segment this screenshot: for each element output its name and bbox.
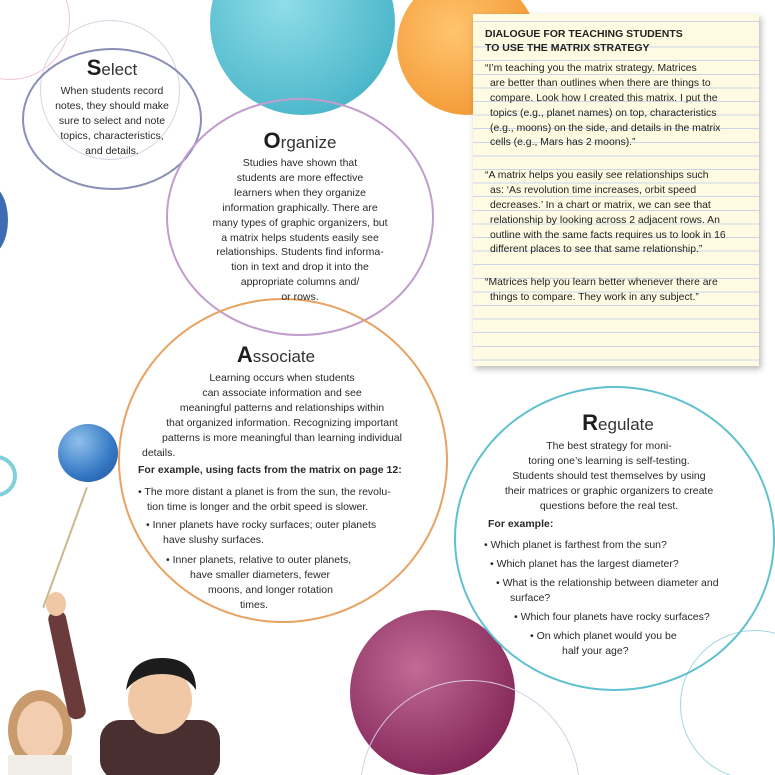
dialogue-line: compare. Look how I created this matrix. I put the: [490, 92, 718, 104]
organize-line: learners when they organize: [234, 186, 366, 199]
dialogue-line: outline with the same facts requires us to look in 16: [490, 229, 726, 241]
regulate-bullet-line: half your age?: [562, 644, 629, 657]
associate-body: [132, 371, 432, 460]
regulate-bullet-line: • What is the relationship between diameter and: [496, 577, 719, 589]
associate-line: can associate information and see: [202, 386, 362, 399]
regulate-heading: [548, 410, 688, 436]
associate-line: details.: [142, 446, 176, 459]
organize-line: information graphically. There are: [222, 201, 378, 214]
associate-bullet-line: moons, and longer rotation: [208, 583, 333, 596]
select-heading-rest: elect: [101, 60, 138, 79]
dialogue-line: cells (e.g., Mars has 2 moons).”: [490, 137, 636, 149]
regulate-line: questions before the real test.: [539, 499, 679, 512]
dialogue-notepad: [473, 14, 759, 366]
blue-planet-icon: [58, 424, 118, 482]
organize-line: tion in text and drop it into the: [231, 261, 369, 274]
associate-line: meaningful patterns and relationships within: [179, 401, 385, 414]
teal-partial-ring: [0, 455, 17, 497]
regulate-bullet: [530, 629, 730, 659]
regulate-line: Students should test themselves by using: [512, 469, 706, 482]
regulate-bullet: • Which four planets have rocky surfaces?: [514, 611, 710, 623]
associate-line: that organized information. Recognizing important: [166, 416, 398, 429]
dialogue-line: “Matrices help you learn better whenever there are: [485, 277, 718, 288]
associate-bullet: [146, 518, 426, 548]
regulate-bullet-line: • On which planet would you be: [530, 630, 677, 642]
select-heading: [52, 55, 172, 81]
dialogue-paragraph: [485, 169, 747, 258]
dialogue-title-line: TO USE THE MATRIX STRATEGY: [485, 41, 650, 54]
organize-line: or rows.: [281, 291, 319, 304]
dialogue-line: relationship by looking across 2 adjacent rows. An: [490, 214, 720, 226]
associate-heading-rest: ssociate: [252, 347, 316, 366]
associate-bullet-line: • Inner planets have rocky surfaces; outer planets: [146, 519, 377, 531]
organize-line: a matrix helps students easily see: [221, 231, 379, 244]
select-heading-cap: S: [86, 55, 102, 80]
associate-heading-cap: A: [236, 342, 253, 367]
organize-line: Studies have shown that: [242, 157, 358, 169]
associate-heading: [206, 342, 346, 368]
regulate-body: [478, 439, 740, 514]
organize-line: appropriate columns and/: [240, 276, 360, 289]
regulate-line: The best strategy for moni-: [546, 440, 672, 452]
dialogue-line: things to compare. They work in any subject.”: [490, 291, 699, 303]
dialogue-paragraph: [485, 62, 747, 151]
dialogue-paragraph: [485, 276, 747, 306]
dialogue-title-line: DIALOGUE FOR TEACHING STUDENTS: [485, 28, 683, 40]
associate-bullet-line: • The more distant a planet is from the sun, the revolu-: [138, 486, 391, 498]
children-photo: [0, 570, 250, 775]
regulate-heading-cap: R: [582, 410, 599, 435]
blue-edge-circle: [0, 185, 8, 255]
regulate-bullet: [496, 576, 746, 606]
associate-example-intro: For example, using facts from the matrix on page 12:: [138, 464, 402, 476]
dialogue-line: decreases.’ In a chart or matrix, we can see that: [490, 199, 711, 211]
associate-bullet-line: have slushy surfaces.: [163, 533, 264, 546]
organize-body: [196, 156, 404, 305]
select-line: topics, characteristics,: [60, 129, 164, 142]
organize-line: many types of graphic organizers, but: [212, 216, 388, 229]
associate-bullet-line: have smaller diameters, fewer: [190, 568, 331, 581]
associate-line: Learning occurs when students: [209, 372, 355, 384]
dialogue-line: are better than outlines when there are things to: [490, 77, 711, 89]
children-illustration-icon: [0, 570, 250, 775]
organize-line: relationships. Students find informa-: [216, 246, 384, 259]
organize-line: students are more effective: [236, 171, 364, 184]
select-line: notes, they should make: [55, 99, 169, 112]
regulate-line: their matrices or graphic organizers to create: [504, 484, 714, 497]
organize-heading-rest: rganize: [280, 133, 337, 152]
select-line: sure to select and note: [58, 114, 166, 127]
regulate-line: toring one’s learning is self-testing.: [528, 454, 690, 467]
associate-bullet-line: times.: [240, 598, 269, 611]
regulate-bullet-line: surface?: [510, 591, 551, 604]
select-line: When students record: [60, 85, 164, 97]
dialogue-line: different places to see that same relationship.”: [490, 244, 703, 256]
select-body: [38, 84, 186, 159]
associate-line: patterns is more meaningful than learning individual: [162, 431, 402, 444]
dialogue-line: “I’m teaching you the matrix strategy. Matrices: [485, 63, 697, 74]
dialogue-line: (e.g., moons) on the side, and details in the matrix: [490, 122, 721, 134]
organize-heading: [230, 128, 370, 154]
dialogue-line: “A matrix helps you easily see relationships such: [485, 170, 709, 181]
regulate-bullet: • Which planet has the largest diameter?: [490, 558, 679, 570]
associate-bullet-line: tion time is longer and the orbit speed is slower.: [147, 500, 369, 513]
dialogue-line: topics (e.g., planet names) on top, characteristics: [490, 107, 717, 119]
regulate-example-intro: For example:: [488, 518, 554, 530]
regulate-bullet: • Which planet is farthest from the sun?: [484, 539, 667, 551]
dialogue-title: [485, 28, 683, 55]
select-line: and details.: [85, 144, 139, 157]
dialogue-line: as: ‘As revolution time increases, orbit speed: [490, 184, 697, 196]
regulate-heading-rest: egulate: [598, 415, 654, 434]
organize-heading-cap: O: [263, 128, 281, 153]
associate-bullet: [138, 485, 438, 515]
associate-bullet-line: • Inner planets, relative to outer planets,: [166, 554, 352, 566]
